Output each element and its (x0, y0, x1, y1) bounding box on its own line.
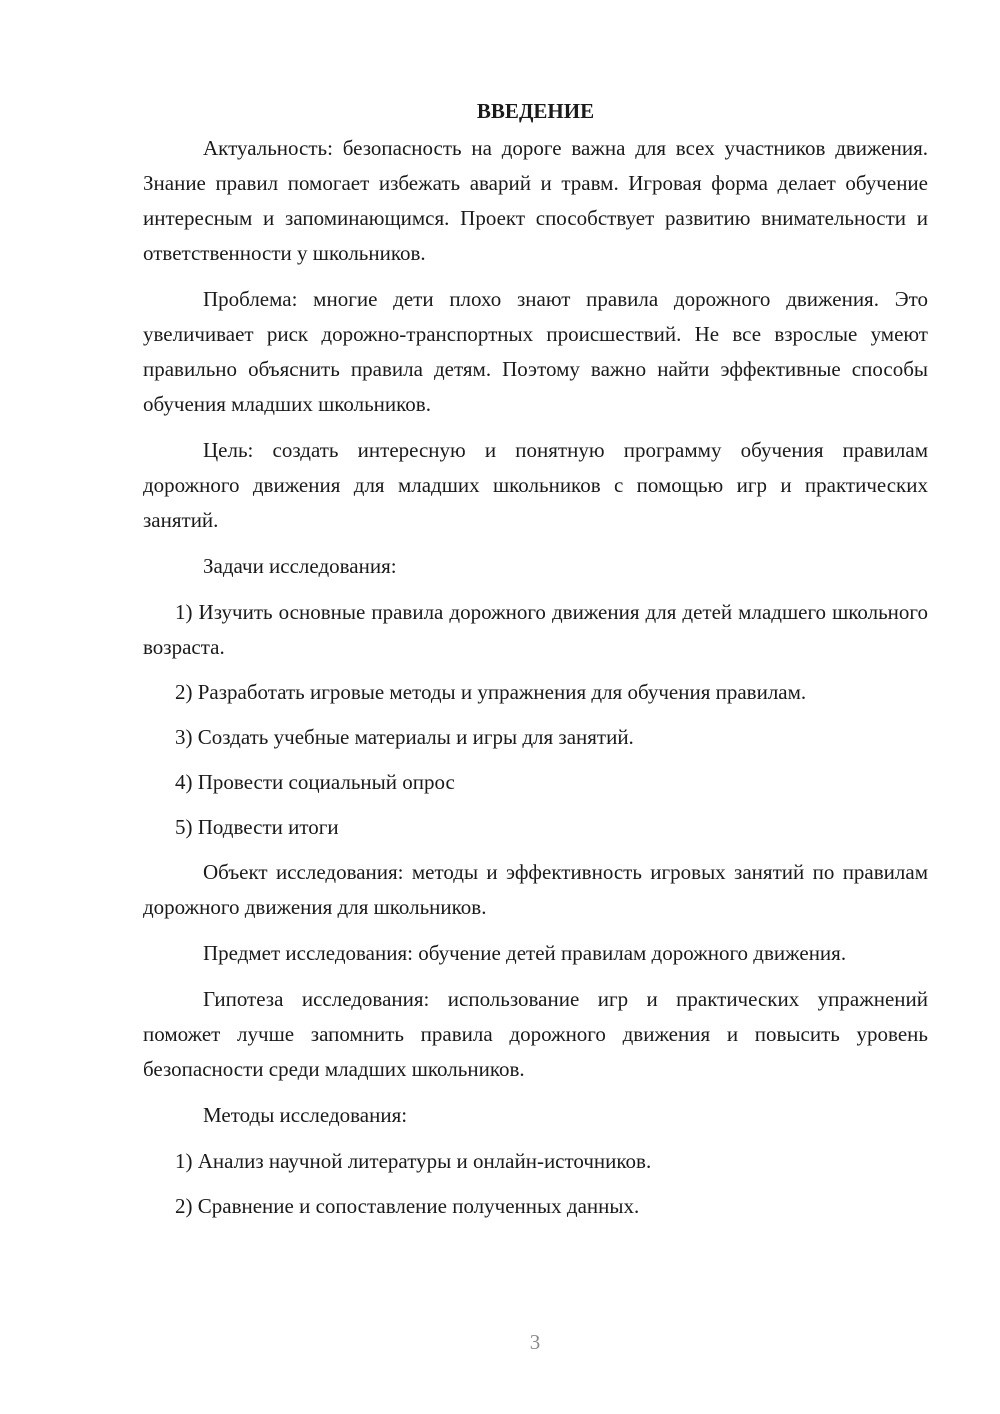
method-item: 2) Сравнение и сопоставление полученных данных. (175, 1194, 640, 1218)
method-item: 1) Анализ научной литературы и онлайн-источников. (175, 1149, 652, 1173)
page-title: ВВЕДЕНИЕ (476, 99, 595, 123)
tasks-title: Задачи исследования: (203, 554, 397, 578)
task-item: 5) Подвести итоги (175, 815, 339, 839)
hypothesis-paragraph: Гипотеза исследования: использование игр и практических упражнений поможет лучше запомнить правила дорожного движения и повысить уровень безопасности среди младших школьников. (143, 987, 928, 1081)
methods-title: Методы исследования: (203, 1103, 408, 1127)
page-number: 3 (529, 1330, 541, 1354)
problem-paragraph: Проблема: многие дети плохо знают правила дорожного движения. Это увеличивает риск дорожно-транспортных происшествий. Не все взрослые умеют правильно объяснить правила детям. Поэтому важно найти эффективные способы обучения младших школьников. (143, 287, 928, 416)
goal-paragraph: Цель: создать интересную и понятную программу обучения правилам дорожного движения для младших школьников с помощью игр и практических занятий. (143, 438, 928, 532)
task-item: 2) Разработать игровые методы и упражнения для обучения правилам. (175, 680, 807, 704)
object-paragraph: Объект исследования: методы и эффективность игровых занятий по правилам дорожного движения для школьников. (143, 860, 928, 919)
subject-paragraph: Предмет исследования: обучение детей правилам дорожного движения. (203, 941, 847, 965)
relevance-paragraph: Актуальность: безопасность на дороге важна для всех участников движения. Знание правил помогает избежать аварий и травм. Игровая форма делает обучение интересным и запоминающимся. Проект способствует развитию внимательности и ответственности у школьников. (143, 136, 928, 265)
task-item: 3) Создать учебные материалы и игры для занятий. (175, 725, 634, 749)
task-item: 4) Провести социальный опрос (175, 770, 455, 794)
task-item: 1) Изучить основные правила дорожного движения для детей младшего школьного возраста. (143, 600, 928, 659)
document-page (143, 96, 928, 1234)
